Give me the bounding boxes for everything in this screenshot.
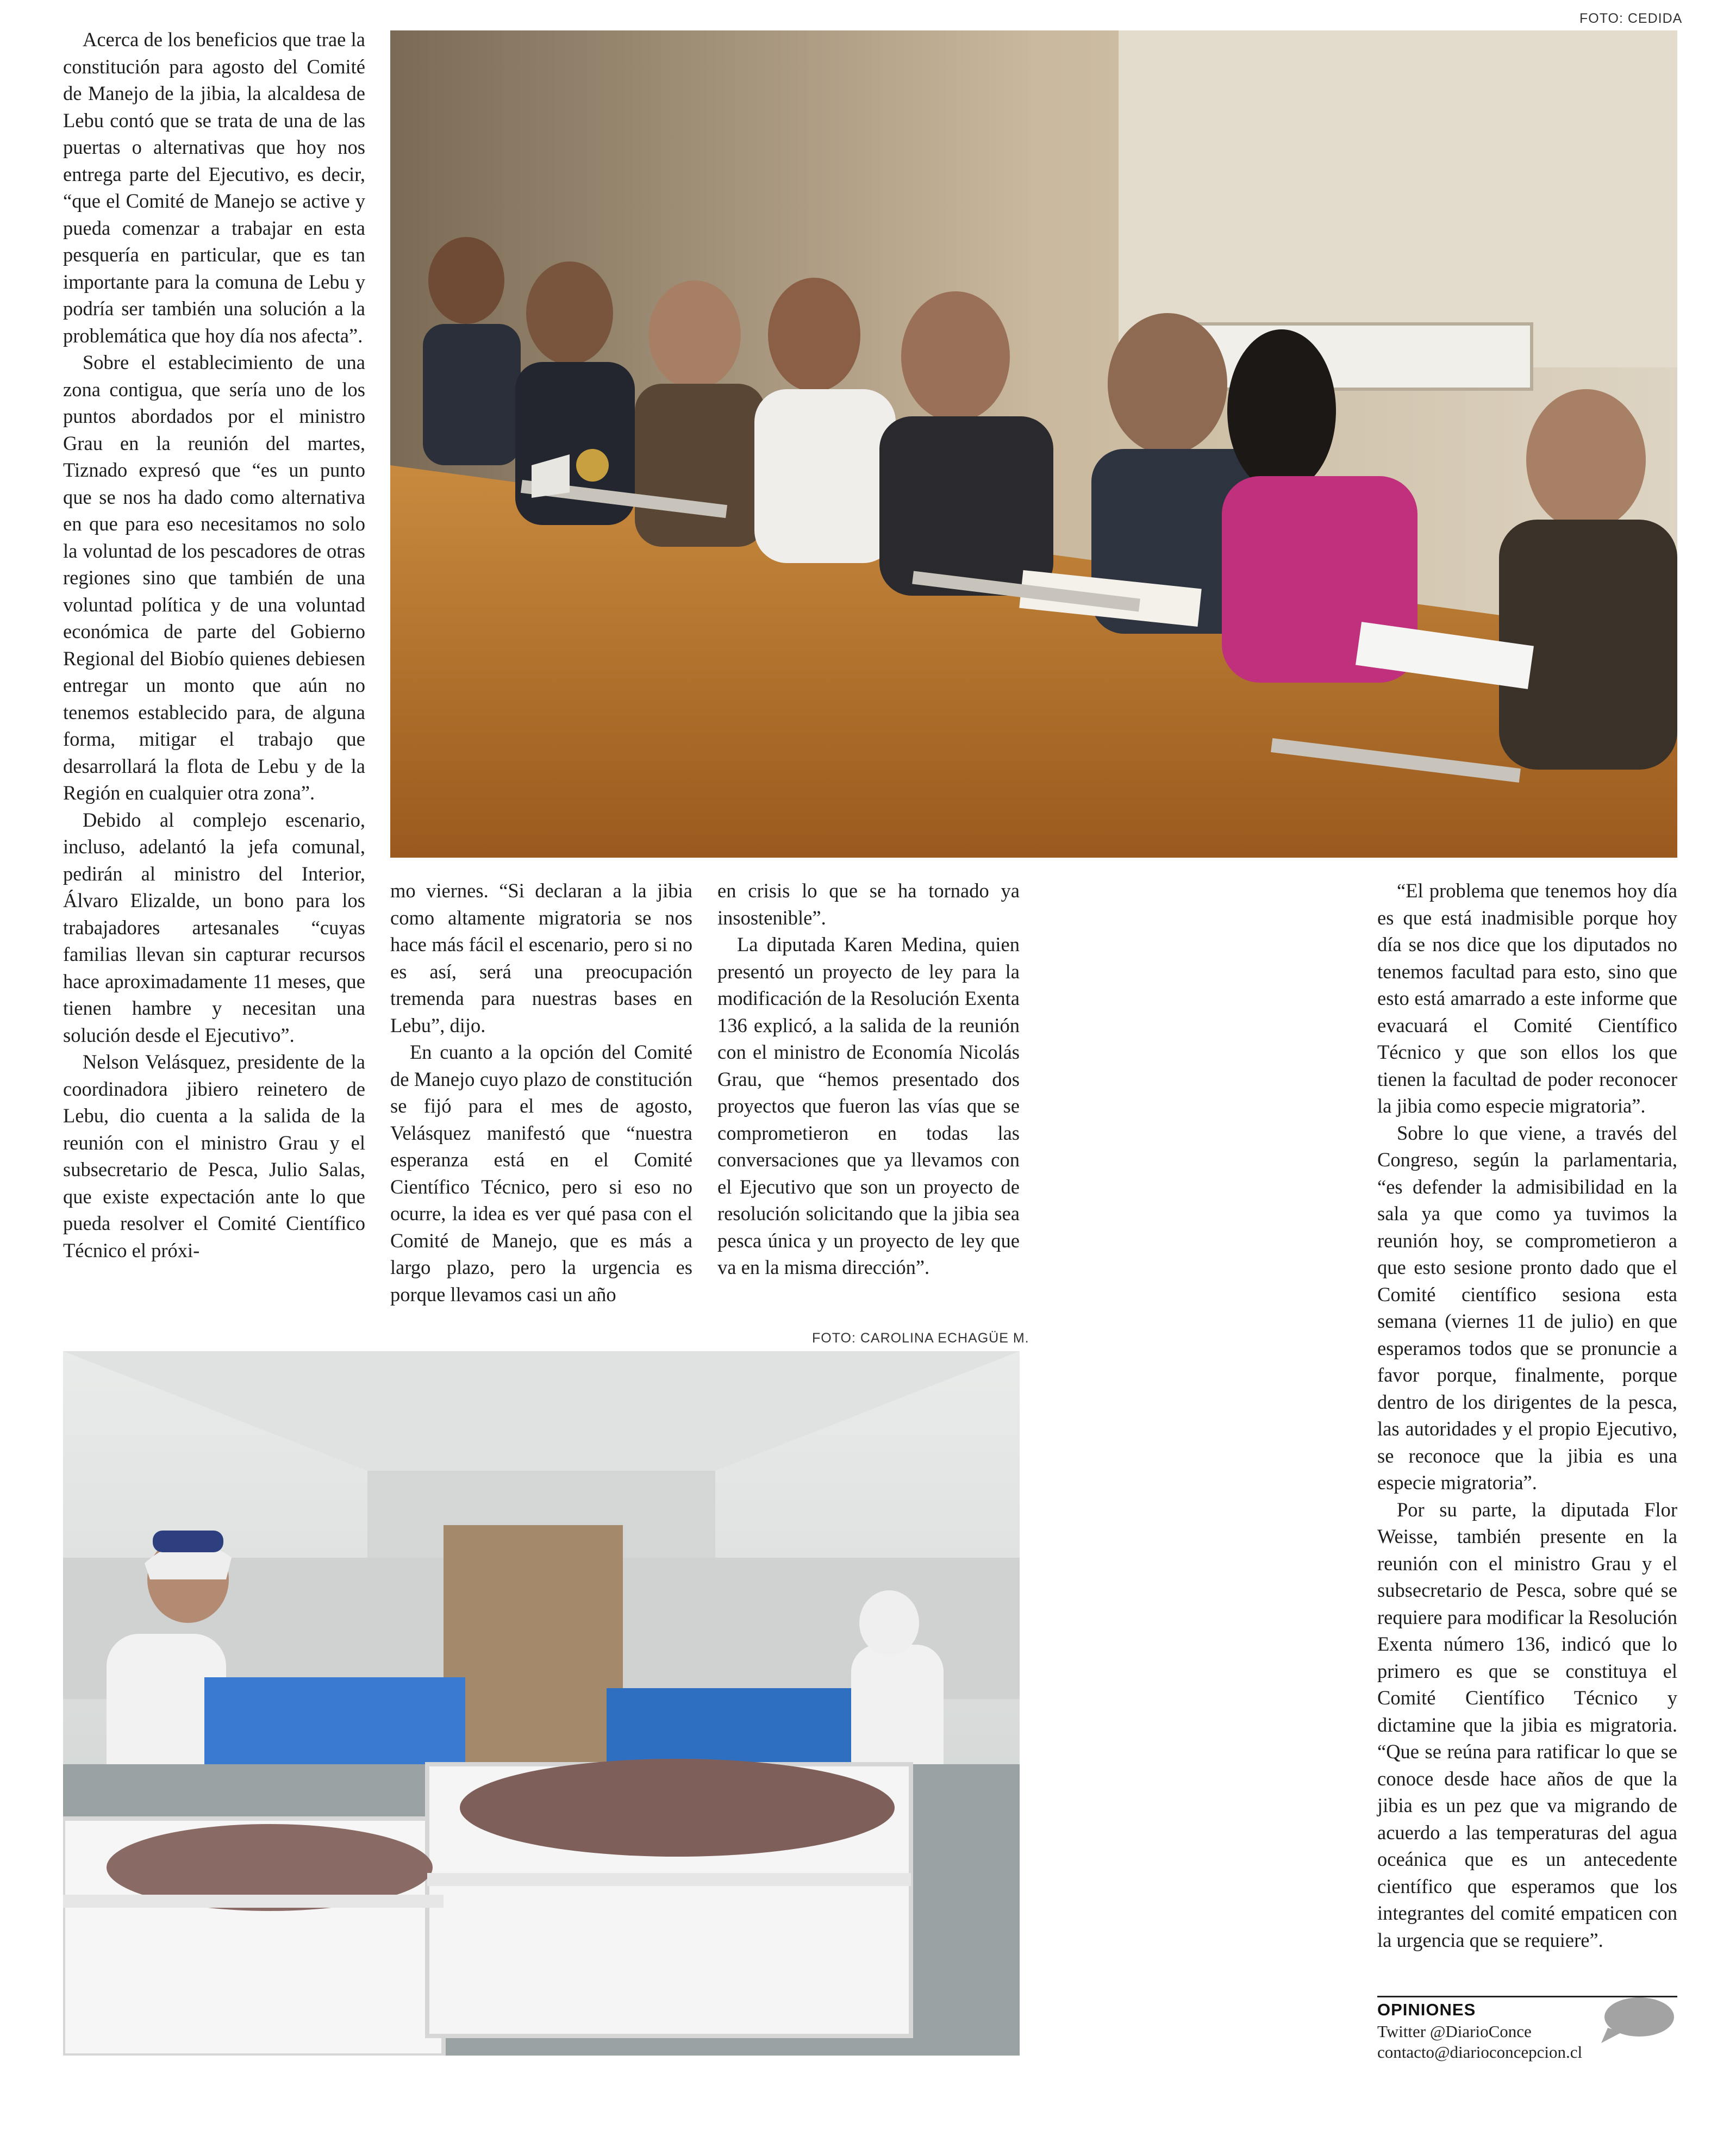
photo-credit-bottom: FOTO: CAROLINA ECHAGÜE M. xyxy=(812,1331,1029,1346)
article-column-3 xyxy=(717,877,1020,1281)
article-column-2 xyxy=(390,877,692,1308)
speech-bubble-icon xyxy=(1598,1996,1675,2045)
paragraph: “El problema que tenemos hoy día es que está inadmisible porque hoy día se nos dice que los diputados no tenemos facultad para esto, sino que esto está amarrado a este informe que evacuará el Comité Científico Técnico y que son ellos los que tienen la facultad de poder reconocer la jibia como especie migratoria”. xyxy=(1377,879,1677,1117)
paragraph: Por su parte, la diputada Flor Weisse, también presente en la reunión con el ministro Grau y el subsecretario de Pesca, sobre qué se requiere para modificar la Resolución Exenta número 136, indicó que lo primero es que se constituya el Comité Científico Técnico y dictamine que la jibia es migratoria. “Que se reúna para ratificar lo que se conoce desde hace años de que la jibia es un pez que va migrando de acuerdo a las temperaturas del agua oceánica que es un antecedente científico que esperamos que los integrantes del comité empaticen con la urgencia que se requiere”. xyxy=(1377,1498,1677,1951)
paragraph: Nelson Velásquez, presidente de la coordinadora jibiero reinetero de Lebu, dio cuenta a la salida de la reunión con el ministro Grau y el subsecretario de Pesca, Julio Salas, que existe expectación ante lo que pueda resolver el Comité Científico Técnico el próxi- xyxy=(63,1051,365,1261)
photo-credit-top: FOTO: CEDIDA xyxy=(1579,11,1683,26)
paragraph: Sobre el establecimiento de una zona contigua, que sería uno de los puntos abordados por el ministro Grau en la reunión del martes, Tiznado expresó que “es un punto que se nos ha dado como alternativa en que para eso necesitamos no solo la voluntad de los pescadores de otras regiones sino que también de una voluntad política y de una voluntad económica de parte del Gobierno Regional del Biobío quienes debiesen entregar un monto que aún no tenemos establecido para, de alguna forma, mitigar el trabajo que desarrollará la flota de Lebu y de la Región en cualquier otra zona”. xyxy=(63,351,365,804)
article-column-4 xyxy=(1377,877,1677,1953)
paragraph: mo viernes. “Si declaran a la jibia como altamente migratoria se nos hace más fácil el escenario, pero si no es así, será una preocupación tremenda para nuestras bases en Lebu”, dijo. xyxy=(390,879,692,1036)
paragraph: en crisis lo que se ha tornado ya insostenible”. xyxy=(717,879,1020,929)
opiniones-twitter: Twitter @DiarioConce xyxy=(1377,2022,1532,2041)
article-column-1 xyxy=(63,26,365,1264)
opiniones-title: OPINIONES xyxy=(1377,2000,1476,2019)
paragraph: Acerca de los beneficios que trae la constitución para agosto del Comité de Manejo de la jibia, la alcaldesa de Lebu contó que se trata de una de las puertas o alternativas que hoy nos entrega parte del Ejecutivo, es decir, “que el Comité de Manejo se active y pueda comenzar a trabajar en esta pesquería en particular, que es tan importante para la comuna de Lebu y podría ser también una solución a la problemática que hoy día nos afecta”. xyxy=(63,28,365,347)
paragraph: Debido al complejo escenario, incluso, adelantó la jefa comunal, pedirán al ministro del Interior, Álvaro Elizalde, un bono para los trabajadores artesanales “cuyas familias llevan sin capturar recursos hace aproximadamente 11 meses, que tienen hambre y necesitan una solución desde el Ejecutivo”. xyxy=(63,808,365,1046)
opiniones-email: contacto@diarioconcepcion.cl xyxy=(1377,2043,1583,2062)
paragraph: En cuanto a la opción del Comité de Manejo cuyo plazo de constitución se fijó para el mes de agosto, Velásquez manifestó que “nuestra esperanza está en el Comité Científico Técnico, pero si eso no ocurre, la idea es ver qué pasa con el Comité de Manejo, que es más a largo plazo, pero la urgencia es porque llevamos casi un año xyxy=(390,1041,692,1306)
paragraph: Sobre lo que viene, a través del Congreso, según la parlamentaria, “es defender la admisibilidad en la sala ya que como ya tuvimos la reunión hoy, se comprometieron a que esto sesione pronto dado que el Comité científico sesiona esta semana (viernes 11 de julio) en que esperamos todos que se pronuncie a favor porque, finalmente, porque dentro de los dirigentes de la pesca, las autoridades y el propio Ejecutivo, se reconoce que la jibia es una especie migratoria”. xyxy=(1377,1121,1677,1494)
meeting-photo xyxy=(390,30,1677,858)
paragraph: La diputada Karen Medina, quien presentó un proyecto de ley para la modificación de la Resolución Exenta 136 explicó, a la salida de la reunión con el ministro de Economía Nicolás Grau, que “hemos presentado dos proyectos que fueron las vías que se comprometieron en todas las conversaciones que ya llevamos con el Ejecutivo que son un proyecto de resolución solicitando que la jibia sea pesca única y un proyecto de ley que va en la misma dirección”. xyxy=(717,933,1020,1278)
processing-plant-photo xyxy=(63,1351,1020,2056)
